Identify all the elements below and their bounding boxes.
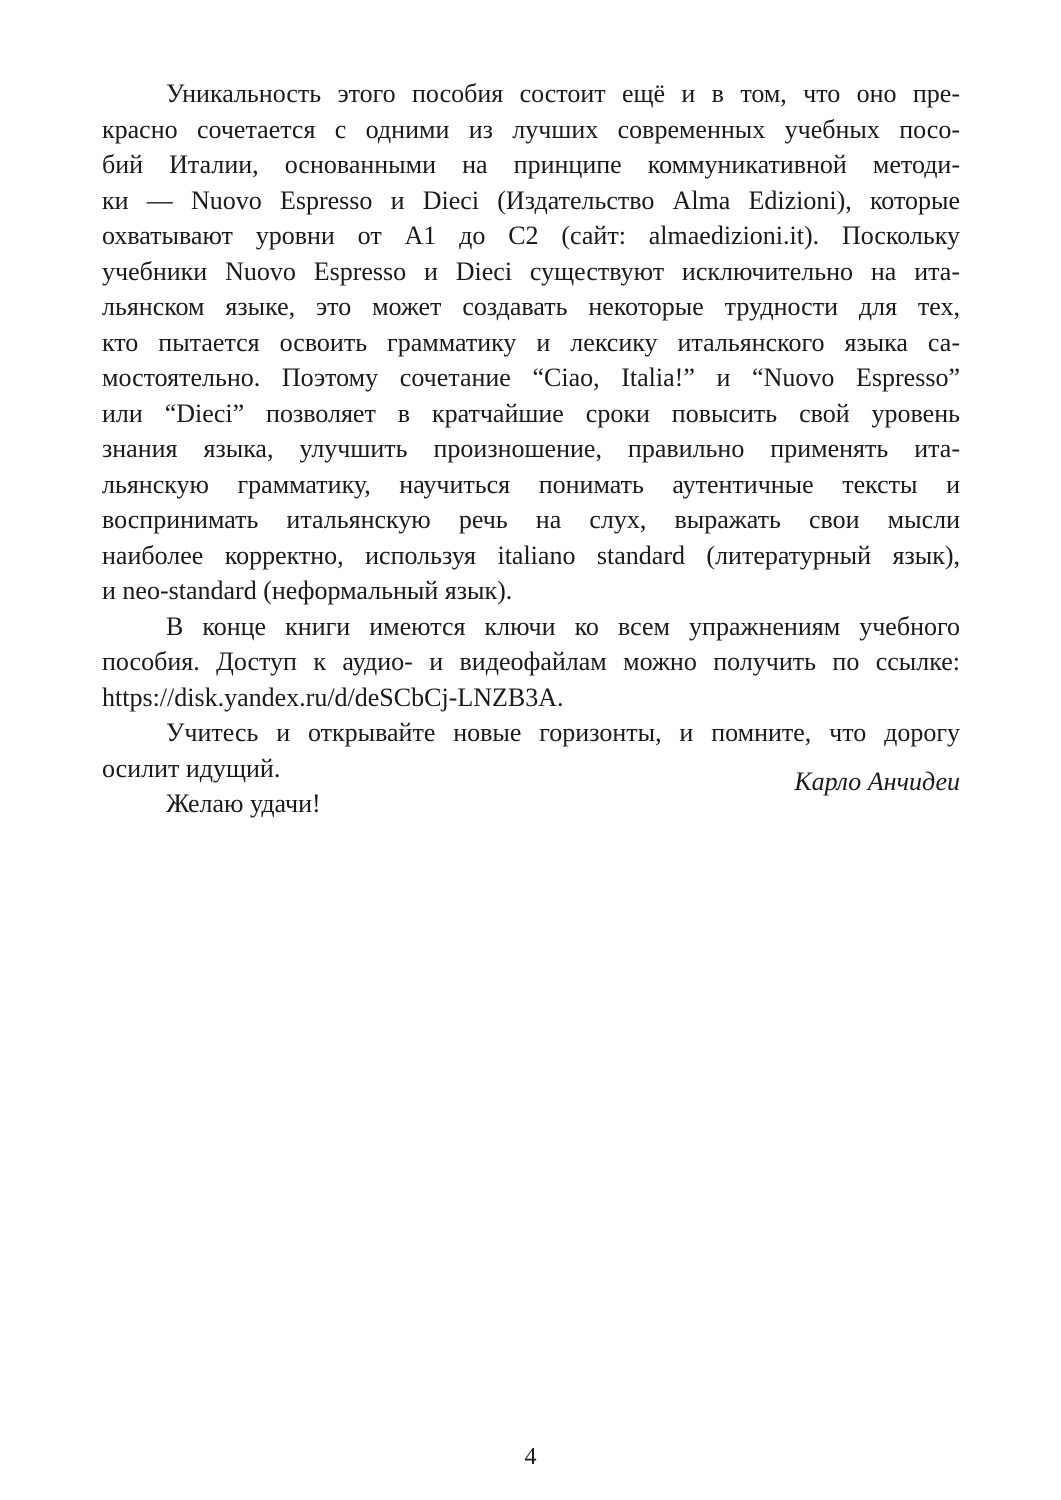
text-line: мостоятельно. Поэтому сочетание “Ciao, Italia!” и “Nuovo Espresso” (102, 363, 960, 392)
text-line: воспринимать итальянскую речь на слух, выражать свои мысли (102, 505, 960, 534)
text-line: охватывают уровни от A1 до C2 (сайт: almaedizioni.it). Поскольку (102, 221, 960, 250)
text-line: знания языка, улучшить произношение, правильно применять ита- (102, 434, 960, 463)
text-line: льянском языке, это может создавать некоторые трудности для тех, (102, 292, 960, 321)
text-line: Уникальность этого пособия состоит ещё и в том, что оно пре- (166, 79, 960, 108)
author-signature: Карло Анчидеи (794, 767, 960, 796)
text-line: ки — Nuovo Espresso и Dieci (Издательство Alma Edizioni), которые (102, 185, 960, 215)
text-line: бий Италии, основанными на принципе коммуникативной методи- (102, 150, 960, 179)
text-line: пособия. Доступ к аудио- и видеофайлам можно получить по ссылке: (102, 647, 960, 676)
text-line: Желаю удачи! (166, 789, 321, 818)
text-line: или “Dieci” позволяет в кратчайшие сроки повысить свой уровень (102, 398, 960, 428)
text-line: наиболее корректно, используя italiano standard (литературный язык), (102, 540, 960, 570)
text-line: кто пытается освоить грамматику и лексику итальянского языка са- (102, 327, 960, 357)
paragraph-1 (102, 76, 960, 609)
text-line: осилит идущий. (102, 753, 281, 783)
text-line: учебники Nuovo Espresso и Dieci существуют исключительно на ита- (102, 256, 960, 286)
text-line: Учитесь и открывайте новые горизонты, и помните, что дорогу (166, 718, 960, 747)
text-line: красно сочетается с одними из лучших современных учебных посо- (102, 114, 960, 144)
page-number: 4 (524, 1444, 537, 1470)
text-line: льянскую грамматику, научиться понимать аутентичные тексты и (102, 469, 960, 499)
text-line: и neo-standard (неформальный язык). (102, 576, 513, 605)
text-line: В конце книги имеются ключи ко всем упражнениям учебного (166, 611, 960, 641)
main-text (102, 76, 960, 822)
paragraph-2 (102, 609, 960, 716)
link-text: https://disk.yandex.ru/d/deSCbCj-LNZB3A. (102, 682, 564, 712)
